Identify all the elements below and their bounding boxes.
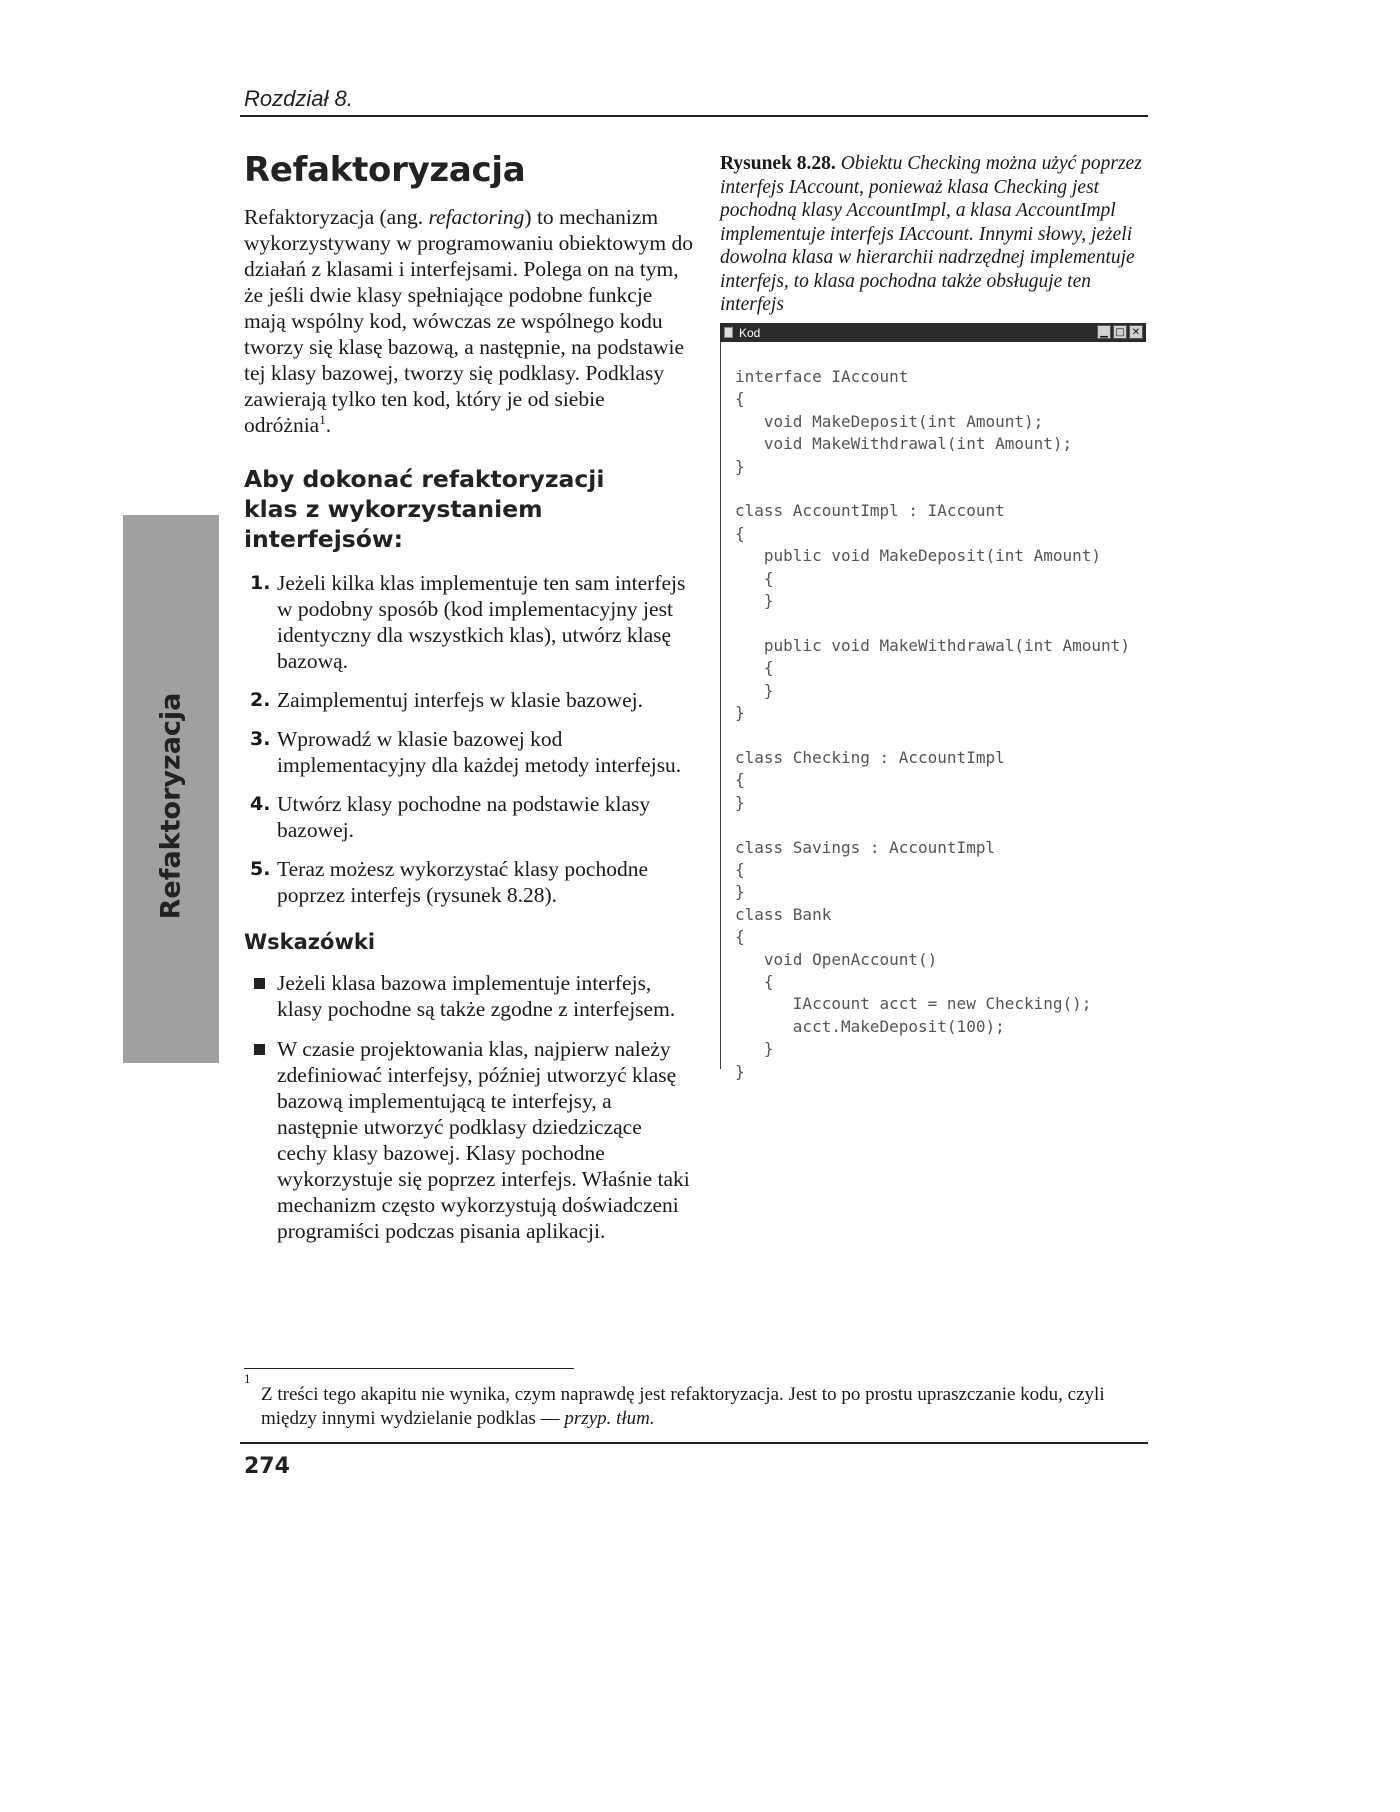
step-text: Teraz możesz wykorzystać klasy pochodne poprzez interfejs (rysunek 8.28). bbox=[277, 857, 649, 907]
header-rule bbox=[240, 115, 1148, 117]
side-tab-label: Refaktoryzacja bbox=[155, 692, 187, 920]
step-item bbox=[244, 687, 694, 713]
figure-number: Rysunek 8.28. bbox=[720, 153, 836, 174]
code-area bbox=[720, 342, 1146, 1081]
document-icon bbox=[724, 327, 733, 338]
page-number: 274 bbox=[244, 1454, 290, 1479]
main-column bbox=[244, 150, 694, 1258]
window-controls bbox=[1097, 325, 1143, 339]
code-window bbox=[720, 323, 1146, 1081]
tip-text: W czasie projektowania klas, najpierw należy zdefiniować interfejsy, później utworzyć klasę bazową implementującą te interfejsy, a następnie utworzyć podklasy dziedziczące cechy klasy bazowej. Klasy pochodne wykorzystuje się poprzez interfejs. Właśnie taki mechanizm często wykorzystują doświadczeni programiści podczas pisania aplikacji. bbox=[277, 1037, 690, 1243]
minimize-icon[interactable]: ▁ bbox=[1097, 325, 1111, 339]
step-number: 4. bbox=[250, 793, 271, 815]
intro-text-start: Refaktoryzacja (ang. bbox=[244, 205, 429, 229]
window-title: Kod bbox=[739, 325, 761, 340]
step-item bbox=[244, 570, 694, 674]
figure-caption-text: Obiektu Checking można użyć poprzez interfejs IAccount, ponieważ klasa Checking jest pochodną klasy AccountImpl, a klasa AccountImpl implementuje interfejs IAccount. Innymi słowy, jeżeli dowolna klasa w hierarchii nadrzędnej implementuje interfejs, to klasa pochodna także obsługuje ten interfejs bbox=[720, 153, 1142, 315]
tips-heading: Wskazówki bbox=[244, 930, 376, 954]
intro-term: refactoring bbox=[428, 205, 525, 229]
step-item bbox=[244, 856, 694, 908]
step-number: 2. bbox=[250, 689, 271, 711]
chapter-header: Rozdział 8. bbox=[244, 86, 353, 111]
footer-rule bbox=[240, 1442, 1148, 1444]
code-listing: interface IAccount { void MakeDeposit(int Amount); void MakeWithdrawal(int Amount); } class AccountImpl : IAccount { public void MakeDeposit(int Amount) { } public void MakeWithdrawal(int Amount) { } } class Checking : AccountImpl { } class Savings : AccountImpl { } class Bank { void OpenAccount() { IAccount acct = new Checking(); acct.MakeDeposit(100); } } bbox=[735, 367, 1130, 1081]
footnote: 1 Z treści tego akapitu nie wynika, czym naprawdę jest refaktoryzacja. Jest to po prostu upraszczanie kodu, czyli między innymi wydzielanie podklas — przyp. tłum. bbox=[244, 1383, 1144, 1431]
step-text: Jeżeli kilka klas implementuje ten sam interfejs w podobny sposób (kod implementacyjny jest identyczny dla wszystkich klas), utwórz klasę bazową. bbox=[277, 571, 686, 673]
intro-text-body: ) to mechanizm wykorzystywany w programowaniu obiektowym do działań z klasami i interfejsami. Polega on na tym, że jeśli dwie klasy spełniające podobne funkcje mają wspólny kod, wówczas ze wspólnego kodu tworzy się klasę bazową, a następnie, na podstawie tej klasy bazowej, tworzy się podklasy. Podklasy zawierają tylko ten kod, który je od siebie odróżnia bbox=[244, 205, 694, 437]
square-bullet-icon bbox=[254, 1044, 265, 1055]
procedure-heading: Aby dokonać refaktoryzacji klas z wykorzystaniem interfejsów: bbox=[244, 465, 605, 553]
tip-item bbox=[244, 1036, 694, 1244]
footnote-body bbox=[244, 1383, 1144, 1431]
steps-list bbox=[244, 570, 694, 908]
footnote-reference[interactable]: 1 bbox=[319, 411, 326, 427]
step-number: 3. bbox=[250, 728, 271, 750]
square-bullet-icon bbox=[254, 978, 265, 989]
figure-caption bbox=[720, 152, 1148, 317]
step-item bbox=[244, 791, 694, 843]
close-icon[interactable]: ✕ bbox=[1129, 325, 1143, 339]
step-text: Wprowadź w klasie bazowej kod implementacyjny dla każdej metody interfejsu. bbox=[277, 727, 682, 777]
tips-list bbox=[244, 970, 694, 1244]
intro-paragraph bbox=[244, 204, 694, 438]
step-item bbox=[244, 726, 694, 778]
step-text: Zaimplementuj interfejs w klasie bazowej. bbox=[277, 688, 643, 712]
intro-text-end: . bbox=[325, 413, 332, 437]
window-titlebar[interactable] bbox=[720, 323, 1146, 342]
step-number: 1. bbox=[250, 572, 271, 594]
footnote-text: Z treści tego akapitu nie wynika, czym naprawdę jest refaktoryzacja. Jest to po prostu upraszczanie kodu, czyli między innymi wydzielanie podklas — bbox=[261, 1384, 1105, 1429]
footnote-attribution: przyp. tłum. bbox=[564, 1408, 655, 1429]
maximize-icon[interactable]: □ bbox=[1113, 325, 1127, 339]
tip-item bbox=[244, 970, 694, 1022]
step-text: Utwórz klasy pochodne na podstawie klasy bazowej. bbox=[277, 792, 651, 842]
section-title: Refaktoryzacja bbox=[244, 150, 526, 190]
footnote-rule bbox=[244, 1368, 574, 1369]
step-number: 5. bbox=[250, 858, 271, 880]
tip-text: Jeżeli klasa bazowa implementuje interfejs, klasy pochodne są także zgodne z interfejsem. bbox=[277, 971, 676, 1021]
